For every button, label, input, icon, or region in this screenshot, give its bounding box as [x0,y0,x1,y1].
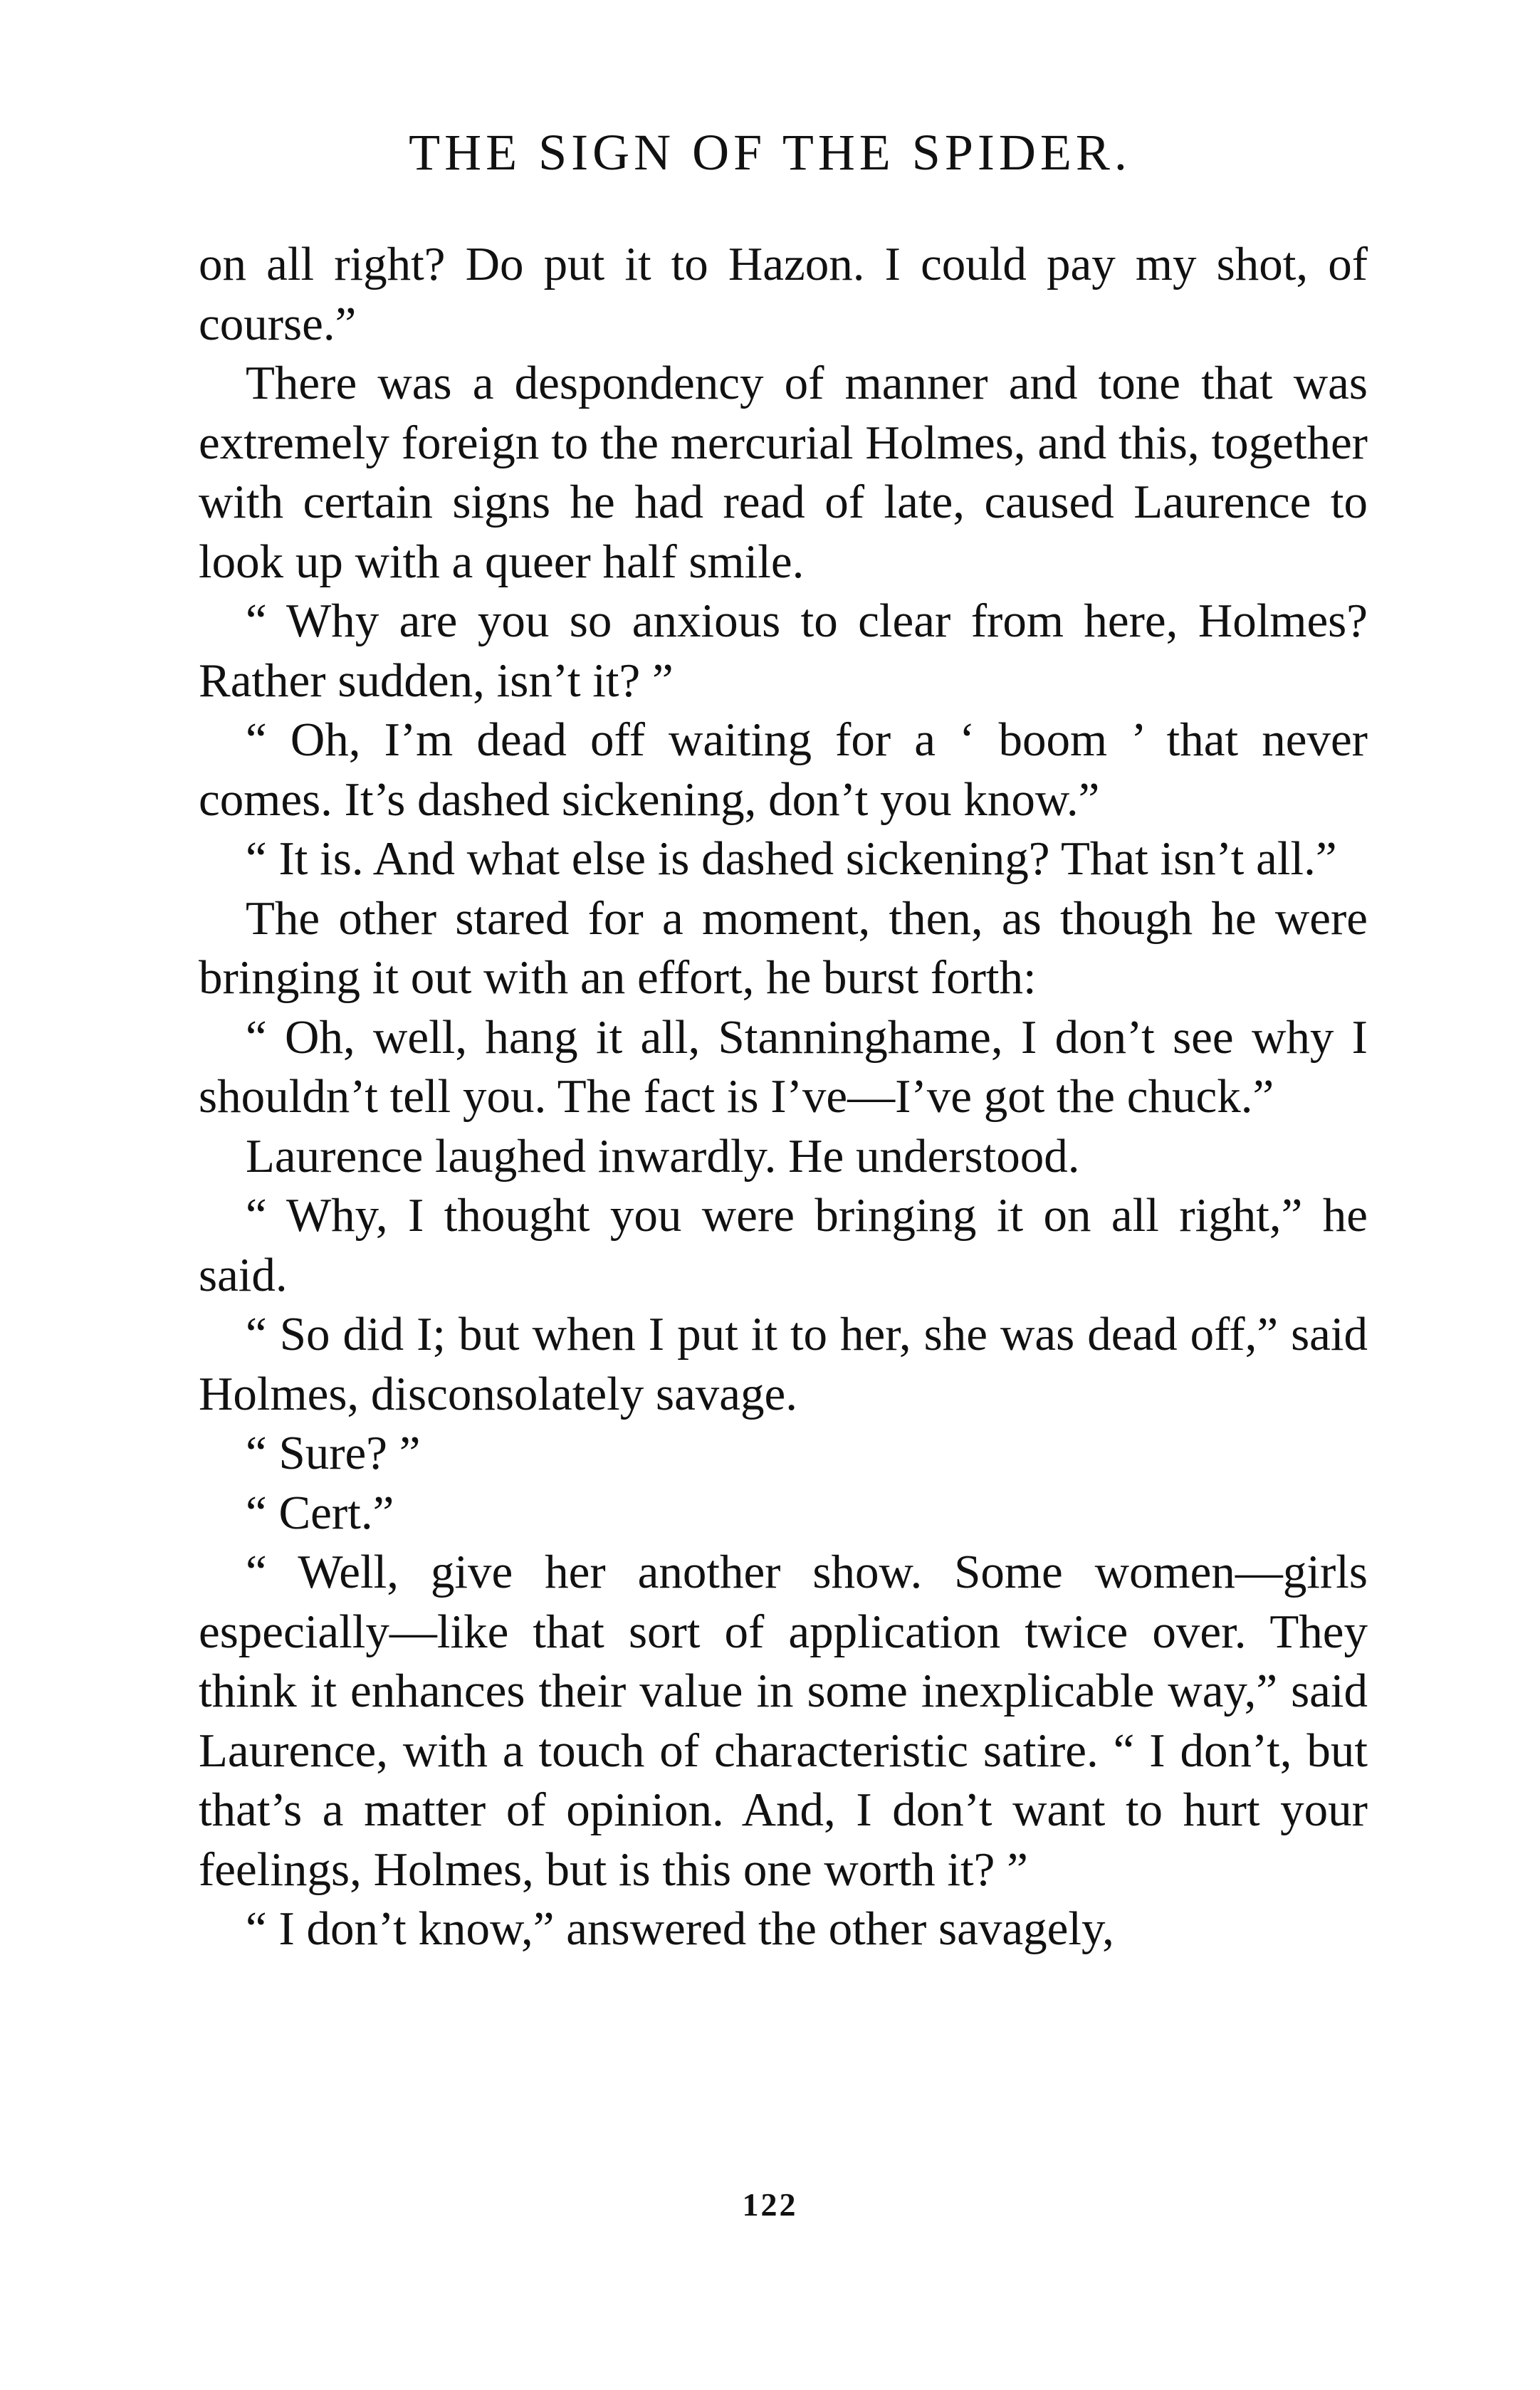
paragraph-dialogue-dont-know: “ I don’t know,” answered the other savagely, [246,1902,1114,1955]
paragraph-dialogue-got-the-chuck: “ Oh, well, hang it all, Stanninghame, I don’t see why I shouldn’t tell you. The fact is I’ve—I’ve got the chuck.” [199,1010,1368,1123]
paragraph-dialogue-why-anxious: “ Why are you so anxious to clear from here, Holmes? Rather sudden, isn’t it? ” [199,594,1368,707]
running-head: THE SIGN OF THE SPIDER. [409,124,1131,181]
paragraph-continuation: on all right? Do put it to Hazon. I could pay my shot, of course.” [199,238,1368,350]
paragraph-dialogue-cert: “ Cert.” [246,1486,394,1539]
body-text [199,235,1368,1959]
paragraph-narration-other-stared: The other stared for a moment, then, as though he were bringing it out with an effort, he burst forth: [199,891,1368,1004]
paragraph-dialogue-another-show: “ Well, give her another show. Some women—girls especially—like that sort of application twice over. They think it enhances their value in some inexplicable way,” said Laurence, with a touch of characteristic satire. “ I don’t, but that’s a matter of opinion. And, I don’t want to hurt your feelings, Holmes, but is this one worth it? ” [199,1546,1368,1896]
paragraph-narration-laughed: Laurence laughed inwardly. He understood. [246,1129,1080,1183]
paragraph-dialogue-so-did-i: “ So did I; but when I put it to her, she was dead off,” said Holmes, disconsolately savage. [199,1308,1368,1420]
paragraph-dialogue-waiting-boom: “ Oh, I’m dead off waiting for a ‘ boom ’ that never comes. It’s dashed sickening, don’t you know.” [199,713,1368,826]
paragraph-narration-despondency: There was a despondency of manner and tone that was extremely foreign to the mercurial Holmes, and this, together with certain signs he had read of late, caused Laurence to look up with a queer half smile. [199,357,1368,588]
paragraph-dialogue-bringing-it-on: “ Why, I thought you were bringing it on all right,” he said. [199,1189,1368,1301]
paragraph-dialogue-sure: “ Sure? ” [246,1427,421,1479]
paragraph-dialogue-it-is: “ It is. And what else is dashed sickening? That isn’t all.” [246,832,1337,885]
page-number: 122 [742,2186,798,2223]
